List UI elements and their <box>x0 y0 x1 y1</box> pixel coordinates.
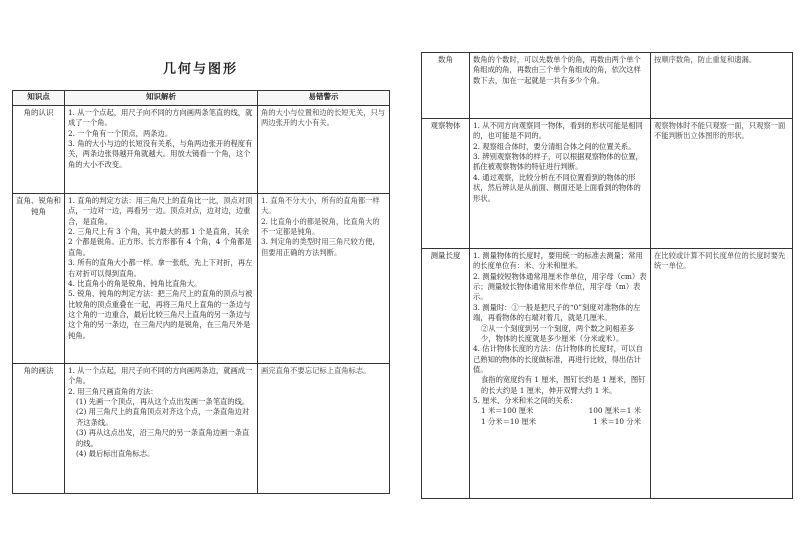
analysis-cell <box>65 364 258 494</box>
analysis-line: 5. 厘米、分米和米之间的关系： <box>473 396 578 406</box>
analysis-line: 3. 所有的直角大小都一样。拿一张纸，先上下对折，再左右对折可以得到直角。 <box>68 258 253 278</box>
table-row <box>13 106 390 194</box>
warning-line: 2. 比直角小的都是锐角，比直角大的不一定都是钝角。 <box>261 216 380 237</box>
page-title: 几何与图形 <box>162 62 238 77</box>
header-analysis: 知识解析 <box>65 91 258 106</box>
formula-row <box>473 417 647 427</box>
analysis-line: 1. 从一个点起，用尺子向不同的方向画两条笔直的线，就成了一个角。 <box>68 108 253 128</box>
analysis-cell <box>470 119 651 249</box>
topic-cell: 角的画法 <box>13 364 65 494</box>
analysis-line: 1. 从不同方向观察同一物体，看到的形状可能是相同的，也可能是不同的。 <box>473 121 643 141</box>
formula-row <box>473 406 647 416</box>
table-row <box>422 53 793 119</box>
header-warning: 易错警示 <box>258 91 390 106</box>
analysis-line: 2. 测量较短物体通常用厘米作单位，用字母（cm）表示；测量较长物体通常用米作单位，用字母（m）表示。 <box>473 271 647 302</box>
topic-cell: 数角 <box>422 53 470 119</box>
table-header-row <box>13 91 390 106</box>
warning-cell: 在比较或计算不同长度单位的长度时要先统一单位。 <box>651 249 793 499</box>
analysis-line: 3. 辨别观察物体的样子，可以根据观察物体的位置，抓住被观察物体的特征进行判断。 <box>473 152 643 172</box>
analysis-line: 1. 测量物体的长度时，要用统一的标准去测量；常用的长度单位有：米、分米和厘米。 <box>473 251 643 271</box>
warning-line: 1. 直角不分大小，所有的直角都一样大。 <box>261 196 380 216</box>
analysis-line: 2. 观察组合体时，要分清组合体之间的位置关系。 <box>473 141 636 151</box>
analysis-line: 4. 通过观察，比较分析在不同位置看到的物体的形状，然后辨认是从前面、侧面还是上面看到的物体的形状。 <box>473 172 641 203</box>
analysis-line: (2) 用三角尺上的直角顶点对齐这个点，一条直角边对齐这条线。 <box>76 407 250 427</box>
analysis-line: 2. 一个角有一个顶点，两条边。 <box>68 128 173 138</box>
analysis-line: (3) 再从这点出发，沿三角尺的另一条直角边画一条直的线。 <box>76 428 250 448</box>
analysis-line: 3. 测量时：①一般是把尺子的“0”刻度对准物体的左端，再看物体的右端对着几，就是几厘米。 <box>473 302 641 323</box>
formula: 100 厘米＝1 米 <box>588 406 641 416</box>
formula: 1 米＝10 分米 <box>593 416 641 426</box>
analysis-line: 1. 从一个点起，用尺子向不同的方向画两条边，就画成一个角。 <box>68 366 253 386</box>
analysis-line: 5. 锐角、钝角的判定方法：把三角尺上的直角的顶点与被比较角的顶点重叠在一起，再将三角尺上直角的一条边与这个角的一边重合，最后比较三角尺上直角的另一条边与这个角的另一条边，在三角尺内的是锐角，在三角尺外是钝角。 <box>68 289 253 340</box>
analysis-line: (4) 最后标出直角标志。 <box>76 448 155 458</box>
table-row <box>422 249 793 499</box>
table-row <box>422 119 793 249</box>
warning-cell: 画完直角不要忘记标上直角标志。 <box>258 364 390 494</box>
knowledge-table-right <box>421 52 793 499</box>
analysis-cell <box>470 249 651 499</box>
knowledge-table-left <box>12 90 390 494</box>
warning-cell: 观察物体时不能只观察一面，只观察一面不能判断出立体图形的形状。 <box>651 119 793 249</box>
analysis-line: 4. 估计物体长度的方法：估计物体的长度时，可以自己熟知的物体的长度做标准，再进行比较，得出估计值。 <box>473 344 643 374</box>
analysis-cell <box>470 53 651 119</box>
formula: 1 分米＝10 厘米 <box>481 416 537 426</box>
header-topic: 知识点 <box>13 91 65 106</box>
analysis-line: 1. 直角的判定方法：用三角尺上的直角比一比，顶点对顶点，一边对一边，再看另一边。顶点对点，边对边，边重合，是直角。 <box>68 196 253 226</box>
analysis-line: 4. 比直角小的角是锐角，钝角比直角大。 <box>68 278 202 288</box>
topic-cell: 测量长度 <box>422 249 470 499</box>
analysis-line: 数角的个数时，可以先数单个的角，再数由两个单个角组成的角，再数由三个单个角组成的角，依次这样数下去，加在一起就是一共有多少个角。 <box>473 55 641 85</box>
warning-line: 3. 判定角的类型时用三角尺较方便，但要用正确的方法判断。 <box>261 237 380 257</box>
analysis-line: 3. 角的大小与边的长短没有关系，与角两边张开的程度有关，两条边张得越开角就越大。用放大镜看一个角，这个角的大小不改变。 <box>68 139 253 169</box>
analysis-line: ②从一个刻度到另一个刻度，两个数之间相差多少，物体的长度就是多少厘米（分米或米）。 <box>481 323 635 343</box>
formula: 1 米＝100 厘米 <box>481 406 534 416</box>
topic-cell: 角的认识 <box>13 106 65 194</box>
topic-cell: 直角、锐角和钝角 <box>13 194 65 364</box>
warning-cell: 按顺序数角，防止重复和遗漏。 <box>651 53 793 119</box>
table-row <box>13 364 390 494</box>
topic-cell: 观察物体 <box>422 119 470 249</box>
warning-cell: 角的大小与位置和边的长短无关，只与两边张开的大小有关。 <box>258 106 390 194</box>
analysis-line: 2. 三角尺上有 3 个角，其中最大的那 1 个是直角，其余 2 个都是锐角。正方形、长方形都有 4 个角，4 个角都是直角。 <box>68 227 252 257</box>
table-row <box>13 194 390 364</box>
analysis-cell <box>65 106 258 194</box>
analysis-line: (1) 先画一个顶点，再从这个点出发画一条笔直的线。 <box>76 397 250 407</box>
left-page <box>12 40 389 548</box>
warning-cell <box>258 194 390 364</box>
right-page <box>421 40 792 548</box>
analysis-line: 食指的宽度约有 1 厘米，图钉长约是 1 厘米，图钉的长大约是 1 厘米，伸开双臂大约 1 米。 <box>481 375 646 395</box>
analysis-cell <box>65 194 258 364</box>
analysis-line: 2. 用三角尺画直角的方法： <box>68 386 158 396</box>
